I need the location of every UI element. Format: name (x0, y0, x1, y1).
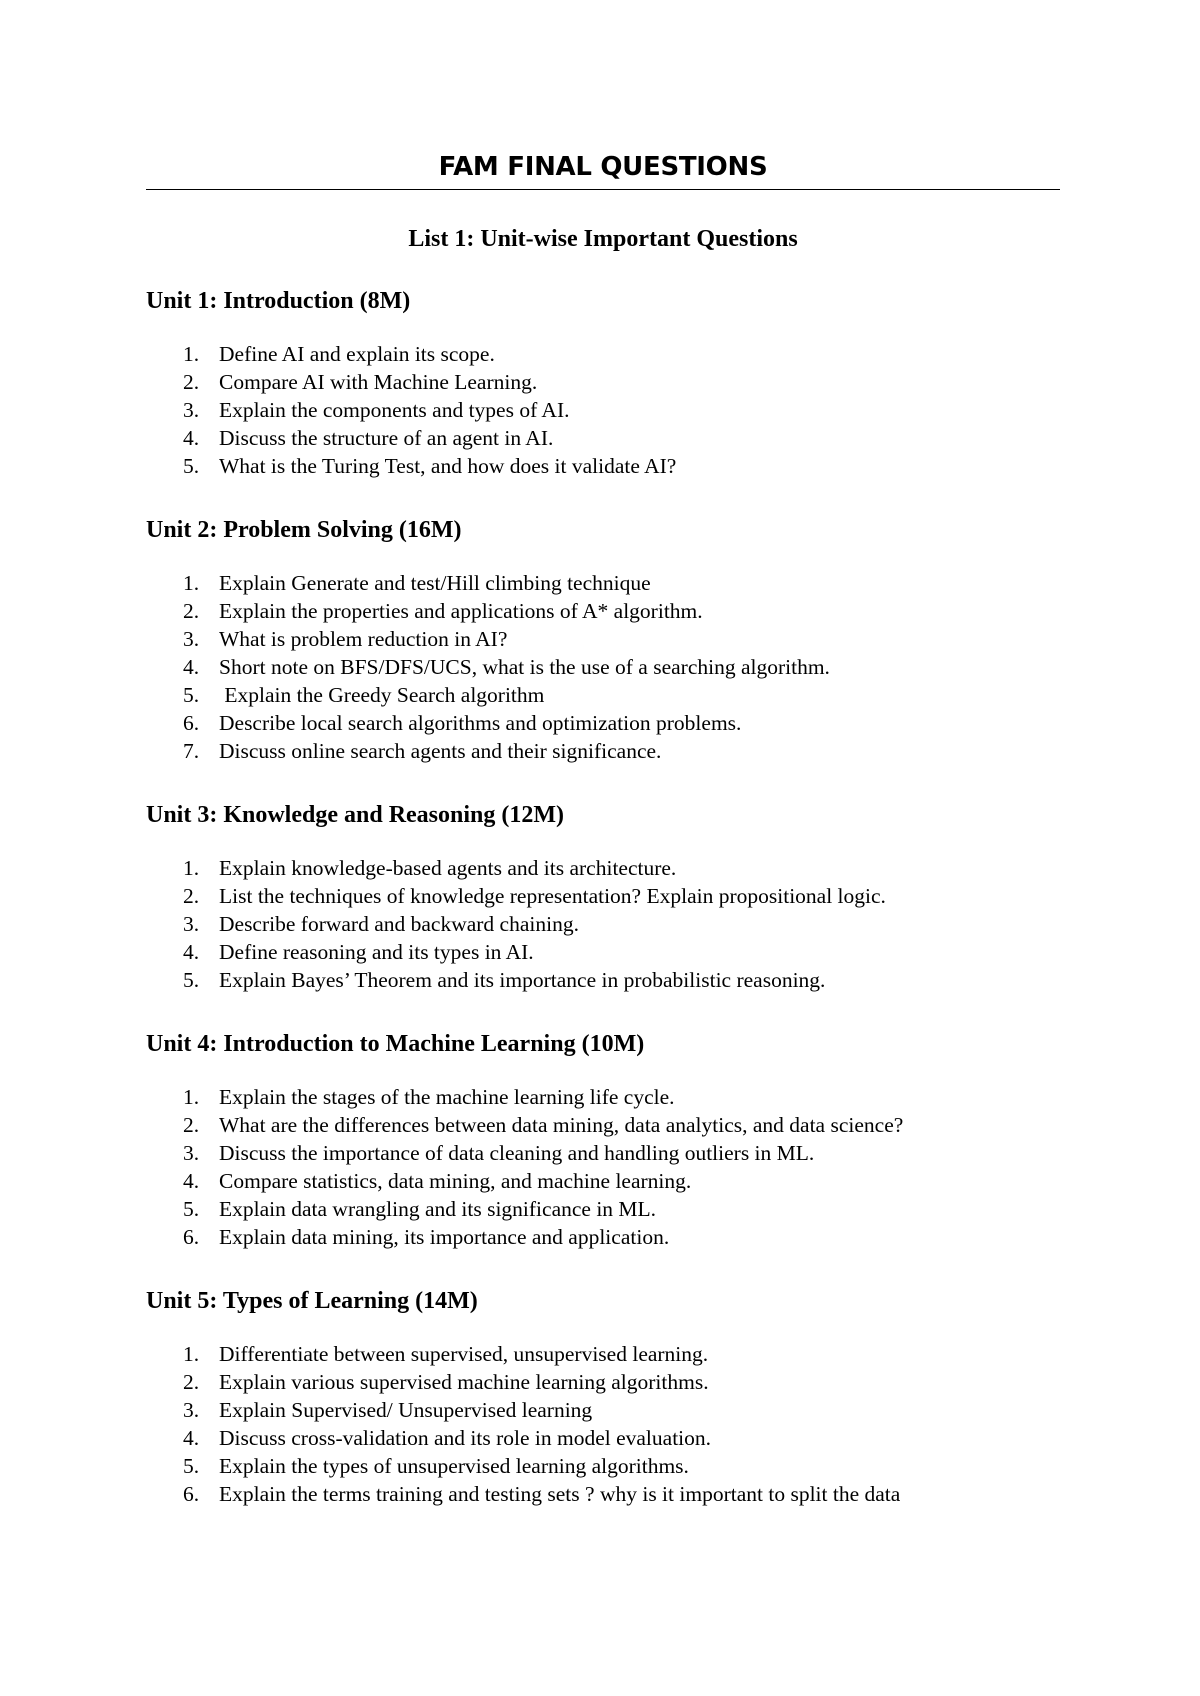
question-list (146, 1340, 1060, 1508)
question-number: 1. (183, 856, 200, 880)
question-number: 3. (183, 912, 200, 936)
question-text: Define reasoning and its types in AI. (219, 940, 534, 964)
question-number: 4. (183, 1426, 200, 1450)
question-text: Compare AI with Machine Learning. (219, 370, 538, 394)
question-number: 5. (183, 1197, 200, 1221)
question-text: Explain Generate and test/Hill climbing technique (219, 571, 651, 595)
question-item (146, 709, 1060, 737)
question-text: Explain knowledge-based agents and its architecture. (219, 856, 677, 880)
question-item (146, 424, 1060, 452)
question-item (146, 653, 1060, 681)
question-item (146, 1452, 1060, 1480)
question-item (146, 1223, 1060, 1251)
question-number: 3. (183, 398, 200, 422)
unit-3-section (146, 800, 1060, 994)
list-title: List 1: Unit-wise Important Questions (408, 226, 798, 252)
question-text: Explain the types of unsupervised learning algorithms. (219, 1454, 689, 1478)
question-list (146, 854, 1060, 994)
question-item (146, 368, 1060, 396)
question-item (146, 854, 1060, 882)
unit-5-section (146, 1286, 1060, 1508)
question-number: 1. (183, 571, 200, 595)
question-text: Explain the properties and applications of A* algorithm. (219, 599, 703, 623)
question-item (146, 597, 1060, 625)
question-text: Discuss cross-validation and its role in model evaluation. (219, 1426, 712, 1450)
question-number: 2. (183, 599, 200, 623)
question-number: 4. (183, 655, 200, 679)
question-number: 5. (183, 968, 200, 992)
question-list (146, 340, 1060, 480)
question-number: 7. (183, 739, 200, 763)
unit-heading: Unit 5: Types of Learning (14M) (146, 1288, 478, 1314)
question-number: 1. (183, 342, 200, 366)
unit-2-section (146, 515, 1060, 765)
question-text: Explain various supervised machine learning algorithms. (219, 1370, 709, 1394)
question-item (146, 1424, 1060, 1452)
question-text: Explain the components and types of AI. (219, 398, 570, 422)
question-text: Differentiate between supervised, unsupervised learning. (219, 1342, 709, 1366)
question-number: 5. (183, 1454, 200, 1478)
question-item (146, 910, 1060, 938)
question-text: Explain the stages of the machine learning life cycle. (219, 1085, 675, 1109)
question-number: 5. (183, 454, 200, 478)
question-number: 6. (183, 711, 200, 735)
question-item (146, 452, 1060, 480)
question-item (146, 1340, 1060, 1368)
question-text: List the techniques of knowledge representation? Explain propositional logic. (219, 884, 886, 908)
question-number: 3. (183, 1141, 200, 1165)
question-text: Explain data wrangling and its significance in ML. (219, 1197, 657, 1221)
question-number: 4. (183, 940, 200, 964)
question-item (146, 1480, 1060, 1508)
question-item (146, 1195, 1060, 1223)
question-number: 4. (183, 426, 200, 450)
question-text: Discuss online search agents and their significance. (219, 739, 662, 763)
question-number: 6. (183, 1225, 200, 1249)
question-text: Describe local search algorithms and optimization problems. (219, 711, 742, 735)
question-item (146, 737, 1060, 765)
question-text: What are the differences between data mining, data analytics, and data science? (219, 1113, 904, 1137)
question-text: Define AI and explain its scope. (219, 342, 495, 366)
question-number: 5. (183, 683, 200, 707)
question-text: Explain Bayes’ Theorem and its importance in probabilistic reasoning. (219, 968, 826, 992)
title-underline-rule (146, 189, 1060, 190)
question-text: Compare statistics, data mining, and machine learning. (219, 1169, 692, 1193)
question-text: Describe forward and backward chaining. (219, 912, 579, 936)
question-number: 6. (183, 1482, 200, 1506)
question-number: 2. (183, 884, 200, 908)
question-text: Explain data mining, its importance and application. (219, 1225, 670, 1249)
question-number: 1. (183, 1085, 200, 1109)
unit-1-section (146, 286, 1060, 480)
question-text: What is problem reduction in AI? (219, 627, 508, 651)
question-list (146, 569, 1060, 765)
question-text: Discuss the importance of data cleaning and handling outliers in ML. (219, 1141, 815, 1165)
unit-heading: Unit 2: Problem Solving (16M) (146, 517, 462, 543)
question-text: Short note on BFS/DFS/UCS, what is the use of a searching algorithm. (219, 655, 830, 679)
question-text: Discuss the structure of an agent in AI. (219, 426, 554, 450)
question-text: Explain Supervised/ Unsupervised learning (219, 1398, 593, 1422)
question-number: 3. (183, 1398, 200, 1422)
question-item (146, 1167, 1060, 1195)
question-number: 3. (183, 627, 200, 651)
question-number: 2. (183, 1370, 200, 1394)
question-item (146, 1139, 1060, 1167)
question-item (146, 396, 1060, 424)
unit-4-section (146, 1029, 1060, 1251)
question-number: 1. (183, 1342, 200, 1366)
question-item (146, 1368, 1060, 1396)
question-item (146, 340, 1060, 368)
document-title: FAM FINAL QUESTIONS (438, 152, 768, 182)
question-item (146, 938, 1060, 966)
question-item (146, 1111, 1060, 1139)
question-item (146, 1083, 1060, 1111)
question-number: 4. (183, 1169, 200, 1193)
question-text: What is the Turing Test, and how does it validate AI? (219, 454, 677, 478)
unit-heading: Unit 3: Knowledge and Reasoning (12M) (146, 802, 565, 828)
question-item (146, 966, 1060, 994)
question-text: Explain the terms training and testing sets ? why is it important to split the data (219, 1482, 901, 1506)
unit-heading: Unit 1: Introduction (8M) (146, 288, 411, 314)
question-number: 2. (183, 1113, 200, 1137)
question-number: 2. (183, 370, 200, 394)
question-text: Explain the Greedy Search algorithm (219, 683, 545, 707)
question-item (146, 882, 1060, 910)
question-list (146, 1083, 1060, 1251)
unit-heading: Unit 4: Introduction to Machine Learning (10M) (146, 1031, 645, 1057)
question-item (146, 625, 1060, 653)
question-item (146, 569, 1060, 597)
question-item (146, 681, 1060, 709)
question-item (146, 1396, 1060, 1424)
